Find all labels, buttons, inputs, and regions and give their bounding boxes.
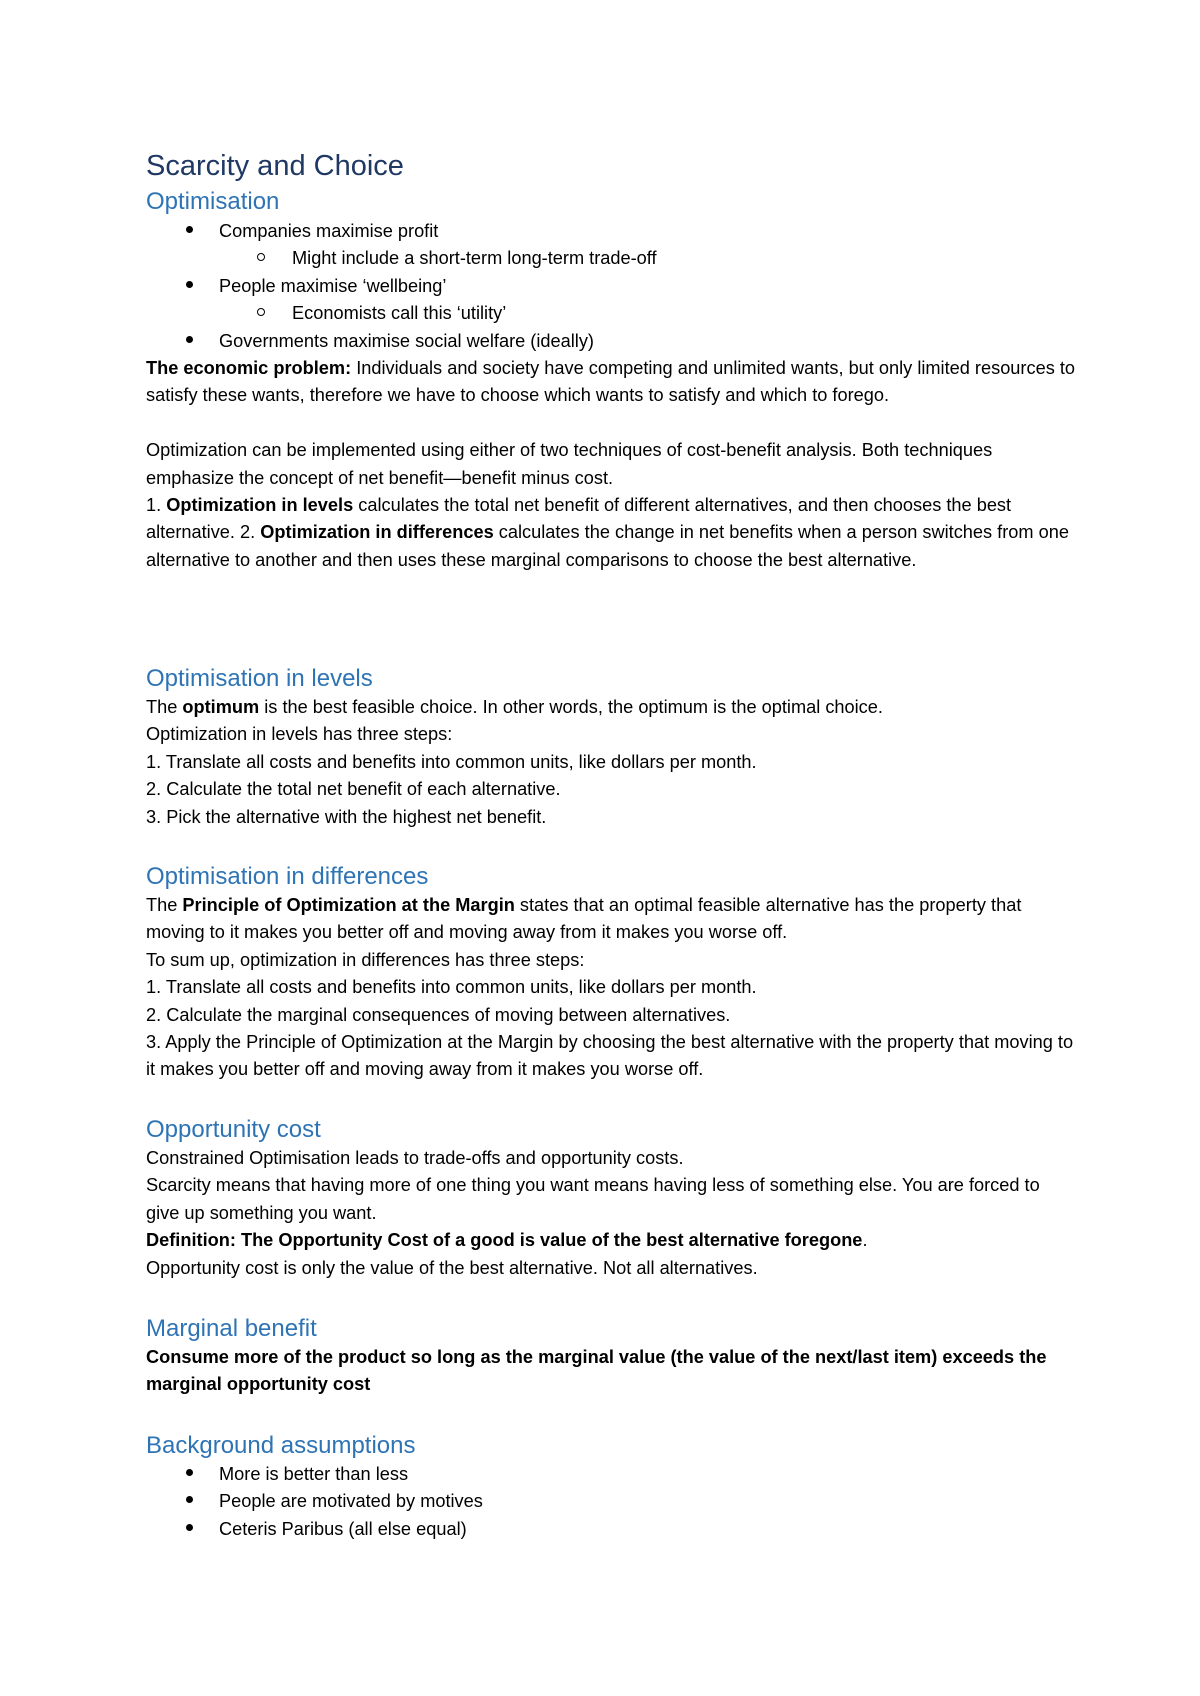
sub-list-item [219,245,1076,272]
levels-step: 3. Pick the alternative with the highest net benefit. [146,806,547,827]
list-item-text: People are motivated by motives [219,1491,483,1512]
opportunity-line3: Opportunity cost is only the value of the best alternative. Not all alternatives. [146,1257,758,1278]
heading-differences: Optimisation in differences [146,863,429,890]
optimisation-list [146,218,1076,355]
section-differences [146,862,1076,1084]
section-levels [146,664,1076,831]
economic-problem-label: The economic problem: [146,358,352,379]
page-title: Scarcity and Choice [146,150,404,182]
list-item [146,218,1076,273]
heading-optimisation: Optimisation [146,188,280,215]
list-item [146,273,1076,328]
economic-problem-text: Individuals and society have competing and unlimited wants, but only limited resources to satisfy these wants, therefore we have to choose which wants to satisfy and which to forego. [146,358,1076,406]
differences-steps-intro: To sum up, optimization in differences has three steps: [146,949,585,970]
marginal-text: Consume more of the product so long as the marginal value (the value of the next/last item) exceeds the marginal opportunity cost [146,1347,1047,1395]
list-item [146,1461,1076,1488]
techniques-intro: Optimization can be implemented using either of two techniques of cost-benefit analysis. Both techniques emphasize the concept of net benefit—benefit minus cost. [146,440,993,488]
heading-levels: Optimisation in levels [146,665,373,692]
optimum-label: optimum [182,697,260,717]
sub-list-item-text: Might include a short-term long-term trade-off [292,248,657,269]
economic-problem-paragraph [146,355,1076,410]
list-item-text: Governments maximise social welfare (ideally) [219,330,594,351]
definition-paragraph [146,1227,1076,1254]
section-assumptions [146,1431,1076,1543]
principle-paragraph [146,892,1076,947]
definition-end: . [862,1230,868,1251]
differences-label: Optimization in differences [260,522,494,543]
sub-list [219,300,1076,327]
principle-label: Principle of Optimization at the Margin [182,895,515,915]
list-item-text: Ceteris Paribus (all else equal) [219,1518,467,1539]
assumptions-list [146,1461,1076,1543]
optimum-pre: The [146,697,183,717]
list-item-text: More is better than less [219,1464,409,1484]
levels-step: 2. Calculate the total net benefit of each alternative. [146,779,561,800]
definition-text: Definition: The Opportunity Cost of a good is value of the best alternative foregone [146,1230,863,1251]
differences-step: 2. Calculate the marginal consequences of moving between alternatives. [146,1004,731,1025]
sub-list [219,245,1076,272]
list-item-text: Companies maximise profit [219,221,439,241]
levels-steps-intro: Optimization in levels has three steps: [146,724,453,745]
levels-label: Optimization in levels [166,495,354,516]
optimum-paragraph [146,694,1076,721]
section-opportunity [146,1115,1076,1282]
techniques-paragraph [146,492,1076,574]
differences-step: 3. Apply the Principle of Optimization at the Margin by choosing the best alternative with the property that moving to it makes you better off and moving away from it makes you worse off. [146,1032,1074,1080]
differences-step: 1. Translate all costs and benefits into common units, like dollars per month. [146,977,757,998]
opportunity-line2: Scarcity means that having more of one thing you want means having less of something else. You are forced to give up something you want. [146,1175,1040,1223]
sub-list-item [219,300,1076,327]
opportunity-line1: Constrained Optimisation leads to trade-offs and opportunity costs. [146,1148,684,1168]
principle-pre: The [146,895,183,915]
marginal-paragraph [146,1344,1076,1399]
list-item-text: People maximise ‘wellbeing’ [219,275,447,296]
section-optimisation [146,187,1076,574]
section-marginal [146,1314,1076,1399]
list-item [146,1516,1076,1543]
differences-text: calculates the change in net benefits when a person switches from one alternative to another and then uses these marginal comparisons to choose the best alternative. [146,522,1069,570]
list-item [146,1488,1076,1515]
principle-text: states that an optimal feasible alternative has the property that moving to it makes you better off and moving away from it makes you worse off. [146,895,1022,943]
levels-step: 1. Translate all costs and benefits into common units, like dollars per month. [146,751,757,772]
optimum-text: is the best feasible choice. In other words, the optimum is the optimal choice. [259,697,883,717]
levels-text: calculates the total net benefit of different alternatives, and then chooses the best alternative. 2. [146,495,1012,543]
num1: 1. [146,495,167,516]
heading-assumptions: Background assumptions [146,1432,416,1459]
list-item [146,328,1076,355]
heading-marginal: Marginal benefit [146,1315,317,1342]
sub-list-item-text: Economists call this ‘utility’ [292,303,507,324]
heading-opportunity: Opportunity cost [146,1116,321,1143]
